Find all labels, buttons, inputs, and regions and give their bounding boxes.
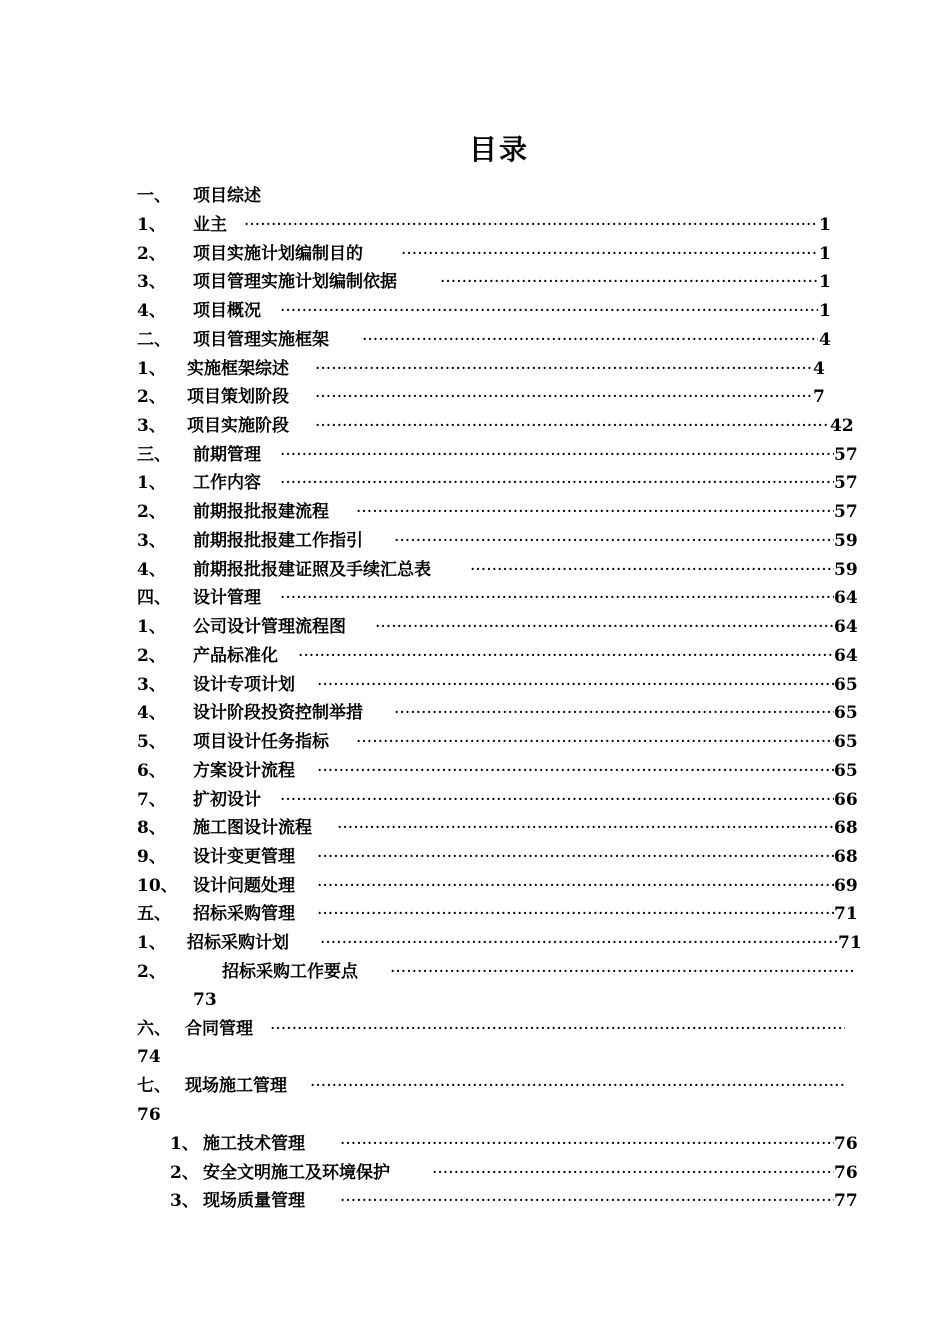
toc-entry-title: 业主: [193, 215, 227, 235]
toc-entry-number: 一、: [137, 186, 171, 206]
toc-entry-title: 现场质量管理: [203, 1191, 305, 1211]
toc-entry-title: 设计专项计划: [193, 675, 295, 695]
toc-dot-leader: [280, 786, 834, 815]
toc-entry-title: 公司设计管理流程图: [193, 617, 346, 637]
toc-dot-leader: [298, 642, 834, 671]
toc-entry-number: 4、: [137, 703, 166, 723]
toc-entry-page: 65: [834, 675, 858, 695]
toc-entry-page: 66: [834, 790, 858, 810]
toc-dot-leader: [280, 441, 834, 470]
toc-title: 目录: [468, 133, 529, 166]
toc-dot-leader: [317, 757, 834, 786]
toc-entry-page: 64: [834, 646, 858, 666]
toc-entry-number: 1、: [137, 215, 166, 235]
toc-entry-number: 七、: [137, 1076, 171, 1096]
toc-entry-number: 3、: [137, 675, 166, 695]
toc-entry-number: 3、: [137, 272, 166, 292]
toc-entry-number: 四、: [137, 588, 171, 608]
toc-dot-leader: [310, 1072, 845, 1101]
toc-entry-page: 57: [834, 445, 858, 465]
toc-entry[interactable]: [0, 355, 950, 384]
toc-entry[interactable]: [0, 671, 950, 700]
toc-dot-leader: [320, 929, 838, 958]
toc-entry-number: 10、: [137, 876, 178, 896]
toc-entry-number: 4、: [137, 301, 166, 321]
toc-dot-leader: [270, 1015, 845, 1044]
toc-entry[interactable]: [0, 843, 950, 872]
toc-dot-leader: [280, 469, 834, 498]
toc-entry-title: 前期管理: [193, 445, 261, 465]
toc-entry-title: 设计管理: [193, 588, 261, 608]
toc-entry-page: 57: [834, 473, 858, 493]
toc-entry-title: 产品标准化: [193, 646, 278, 666]
toc-entry-title: 招标采购计划: [187, 933, 289, 953]
toc-entry-title: 项目实施阶段: [187, 416, 289, 436]
toc-entry-number: 2、: [137, 962, 166, 982]
toc-dot-leader: [337, 814, 834, 843]
toc-entry-number: 二、: [137, 330, 171, 350]
toc-entry[interactable]: [0, 929, 950, 958]
toc-entry-title: 前期报批报建证照及手续汇总表: [193, 560, 431, 580]
toc-entry-title: 项目管理实施框架: [193, 330, 329, 350]
toc-entry[interactable]: [0, 642, 950, 671]
toc-dot-leader: [315, 355, 812, 384]
toc-entry[interactable]: [0, 872, 950, 901]
toc-entry-number: 9、: [137, 847, 166, 867]
toc-entry[interactable]: [0, 1187, 950, 1216]
toc-entry-title: 合同管理: [185, 1019, 253, 1039]
toc-dot-leader: [390, 958, 856, 987]
toc-entry-page: 1: [819, 244, 831, 264]
toc-entry-title: 项目概况: [193, 301, 261, 321]
toc-entry-page: 59: [834, 531, 858, 551]
toc-entry-title: 招标采购管理: [193, 904, 295, 924]
toc-dot-leader: [317, 843, 834, 872]
toc-entry-page: 71: [838, 933, 862, 953]
toc-dot-leader: [401, 240, 818, 269]
toc-entry-number: 7、: [137, 790, 166, 810]
toc-dot-leader: [432, 1159, 834, 1188]
toc-dot-leader: [317, 900, 834, 929]
toc-entry-number: 2、: [137, 646, 166, 666]
toc-entry-title: 设计问题处理: [193, 876, 295, 896]
toc-entry[interactable]: [0, 383, 950, 412]
toc-entry-page: 77: [834, 1191, 858, 1211]
toc-dot-leader: [315, 383, 812, 412]
toc-entry-number: 8、: [137, 818, 166, 838]
toc-dot-leader: [315, 412, 830, 441]
toc-entry-number: 5、: [137, 732, 166, 752]
toc-entry-title: 设计变更管理: [193, 847, 295, 867]
toc-entry[interactable]: [0, 584, 950, 613]
toc-entry-page: 74: [137, 1047, 161, 1067]
toc-entry-title: 实施框架综述: [187, 359, 289, 379]
toc-entry-page: 4: [819, 330, 831, 350]
toc-entry-title: 招标采购工作要点: [222, 962, 358, 982]
toc-entry-number: 2、: [137, 244, 166, 264]
toc-entry-title: 设计阶段投资控制举措: [193, 703, 363, 723]
toc-dot-leader: [244, 211, 818, 240]
toc-entry-page: 1: [819, 272, 831, 292]
toc-entry-page: 68: [834, 818, 858, 838]
toc-entry-number: 2、: [137, 502, 166, 522]
toc-entry-number: 3、: [137, 416, 166, 436]
toc-entry[interactable]: [0, 1159, 950, 1188]
toc-entry-page: 65: [834, 761, 858, 781]
toc-entry-number: 2、: [137, 387, 166, 407]
toc-entry-page: 76: [834, 1134, 858, 1154]
toc-entry-page: 65: [834, 732, 858, 752]
toc-entry-page: 76: [834, 1163, 858, 1183]
toc-dot-leader: [280, 297, 818, 326]
toc-entry-page: 71: [834, 904, 858, 924]
toc-entry-number: 1、: [137, 933, 166, 953]
toc-entry[interactable]: [0, 613, 950, 642]
toc-entry-number: 6、: [137, 761, 166, 781]
toc-entry-number: 1、: [137, 473, 166, 493]
toc-dot-leader: [394, 699, 834, 728]
toc-entry[interactable]: [0, 182, 950, 211]
toc-dot-leader: [440, 268, 818, 297]
toc-dot-leader: [280, 584, 834, 613]
toc-entry-title: 安全文明施工及环境保护: [203, 1163, 390, 1183]
toc-entry-page: 73: [193, 990, 217, 1010]
toc-entry-number: 4、: [137, 560, 166, 580]
toc-dot-leader: [470, 556, 834, 585]
toc-entry-page: 7: [813, 387, 825, 407]
toc-entry[interactable]: [0, 1072, 950, 1125]
toc-entry[interactable]: [0, 297, 950, 326]
toc-dot-leader: [340, 1130, 834, 1159]
toc-entry-number: 六、: [137, 1019, 171, 1039]
toc-entry[interactable]: [0, 326, 950, 355]
toc-entry[interactable]: [0, 211, 950, 240]
toc-entry[interactable]: [0, 958, 950, 1010]
toc-entry-title: 项目策划阶段: [187, 387, 289, 407]
toc-entry-title: 前期报批报建工作指引: [193, 531, 363, 551]
toc-entry-number: 3、: [170, 1191, 199, 1211]
toc-entry[interactable]: [0, 900, 950, 929]
toc-entry[interactable]: [0, 757, 950, 786]
toc-entry-title: 项目综述: [193, 186, 261, 206]
toc-entry-page: 4: [813, 359, 825, 379]
toc-entry-page: 1: [819, 215, 831, 235]
toc-dot-leader: [394, 527, 834, 556]
toc-dot-leader: [317, 671, 834, 700]
toc-entry[interactable]: [0, 1130, 950, 1159]
toc-entry[interactable]: [0, 498, 950, 527]
toc-entry[interactable]: [0, 441, 950, 470]
toc-entry-title: 项目实施计划编制目的: [193, 244, 363, 264]
toc-entry-page: 42: [830, 416, 854, 436]
toc-entry-page: 64: [834, 588, 858, 608]
toc-entry[interactable]: [0, 1015, 950, 1067]
toc-entry-number: 五、: [137, 904, 171, 924]
toc-entry-page: 65: [834, 703, 858, 723]
toc-entry-number: 1、: [137, 359, 166, 379]
toc-entry-title: 方案设计流程: [193, 761, 295, 781]
toc-entry[interactable]: [0, 556, 950, 585]
toc-entry-title: 施工图设计流程: [193, 818, 312, 838]
toc-entry-title: 工作内容: [193, 473, 261, 493]
toc-entry[interactable]: [0, 814, 950, 843]
toc-dot-leader: [375, 613, 834, 642]
toc-entry-title: 扩初设计: [193, 790, 261, 810]
toc-dot-leader: [356, 498, 834, 527]
toc-dot-leader: [317, 872, 834, 901]
toc-entry-title: 施工技术管理: [203, 1134, 305, 1154]
toc-entry-title: 现场施工管理: [185, 1076, 287, 1096]
toc-entry-page: 57: [834, 502, 858, 522]
toc-entry[interactable]: [0, 469, 950, 498]
toc-entry-number: 1、: [137, 617, 166, 637]
toc-dot-leader: [356, 728, 834, 757]
toc-entry-number: 3、: [137, 531, 166, 551]
toc-entry[interactable]: [0, 268, 950, 297]
toc-entry-page: 69: [834, 876, 858, 896]
toc-entry[interactable]: [0, 699, 950, 728]
toc-entry-title: 前期报批报建流程: [193, 502, 329, 522]
toc-dot-leader: [362, 326, 818, 355]
toc-entry[interactable]: [0, 240, 950, 269]
toc-entry[interactable]: [0, 527, 950, 556]
toc-entry-title: 项目管理实施计划编制依据: [193, 272, 397, 292]
toc-entry-page: 1: [819, 301, 831, 321]
toc-entry-number: 2、: [170, 1163, 199, 1183]
toc-entry[interactable]: [0, 786, 950, 815]
toc-entry-number: 1、: [170, 1134, 199, 1154]
toc-entry[interactable]: [0, 412, 950, 441]
toc-entry-page: 68: [834, 847, 858, 867]
toc-dot-leader: [340, 1187, 834, 1216]
toc-entry-page: 76: [137, 1105, 161, 1125]
toc-entry-page: 64: [834, 617, 858, 637]
toc-entry-title: 项目设计任务指标: [193, 732, 329, 752]
toc-entry-number: 三、: [137, 445, 171, 465]
toc-entry[interactable]: [0, 728, 950, 757]
toc-entry-page: 59: [834, 560, 858, 580]
